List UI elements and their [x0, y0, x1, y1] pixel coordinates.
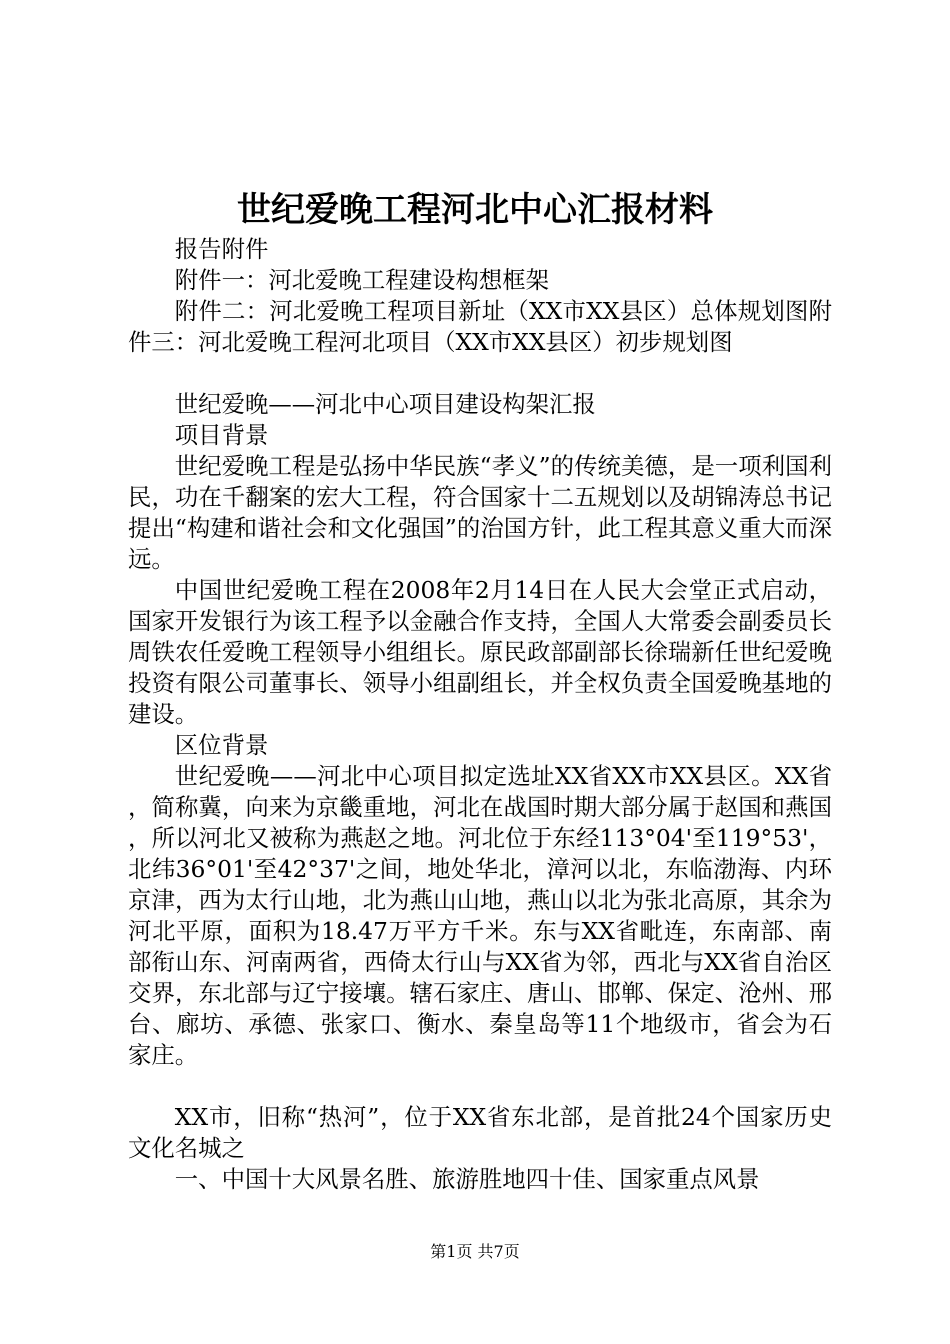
paragraph-city-intro: XX市，旧称“热河”，位于XX省东北部，是首批24个国家历史文化名城之	[128, 1103, 832, 1162]
blank-line	[128, 1071, 832, 1102]
paragraph-report-attachments: 报告附件	[174, 235, 269, 263]
document-title: 世纪爱晚工程河北中心汇报材料	[237, 190, 713, 230]
paragraph-project-background-1: 世纪爱晚工程是弘扬中华民族“孝义”的传统美德，是一项利国利民，功在千翻案的宏大工程，符合国家十二五规划以及胡锦涛总书记提出“构建和谐社会和文化强国”的治国方针，此工程其意义重大而深远。	[128, 452, 832, 573]
paragraph-attachment-two-three: 附件二：河北爱晚工程项目新址（XX市XX县区）总体规划图附件三：河北爱晚工程河北项目（XX市XX县区）初步规划图	[128, 297, 832, 356]
paragraph-location-heading: 区位背景	[174, 731, 269, 759]
paragraph-project-background-2: 中国世纪爱晚工程在2008年2月14日在人民大会堂正式启动，国家开发银行为该工程予以金融合作支持，全国人大常委会副委员长周铁农任爱晚工程领导小组组长。原民政部副部长徐瑞新任世纪爱晚投资有限公司董事长、领导小组副组长，并全权负责全国爱晚基地的建设。	[128, 576, 832, 728]
document-body	[128, 234, 832, 1195]
paragraph-section-heading: 世纪爱晚——河北中心项目建设构架汇报	[174, 390, 596, 418]
paragraph-location-details: 世纪爱晚——河北中心项目拟定选址XX省XX市XX县区。XX省，简称冀，向来为京畿重地，河北在战国时期大部分属于赵国和燕国，所以河北又被称为燕赵之地。河北位于东经113°04'至119°53'，北纬36°01'至42°37'之间，地处华北，漳河以北，东临渤海、内环京津，西为太行山地，北为燕山山地，燕山以北为张北高原，其余为河北平原，面积为18.47万平方千米。东与XX省毗连，东南部、南部衔山东、河南两省，西倚太行山与XX省为邻，西北与XX省自治区交界，东北部与辽宁接壤。辖石家庄、唐山、邯郸、保定、沧州、邢台、廊坊、承德、张家口、衡水、秦皇岛等11个地级市，省会为石家庄。	[128, 762, 832, 1069]
page-footer: 第1页 共7页	[430, 1242, 520, 1261]
paragraph-attachment-one: 附件一：河北爱晚工程建设构想框架	[174, 266, 550, 294]
paragraph-project-background-heading: 项目背景	[174, 421, 269, 449]
blank-line	[128, 358, 832, 389]
paragraph-city-continued: 一、中国十大风景名胜、旅游胜地四十佳、国家重点风景	[174, 1165, 760, 1193]
